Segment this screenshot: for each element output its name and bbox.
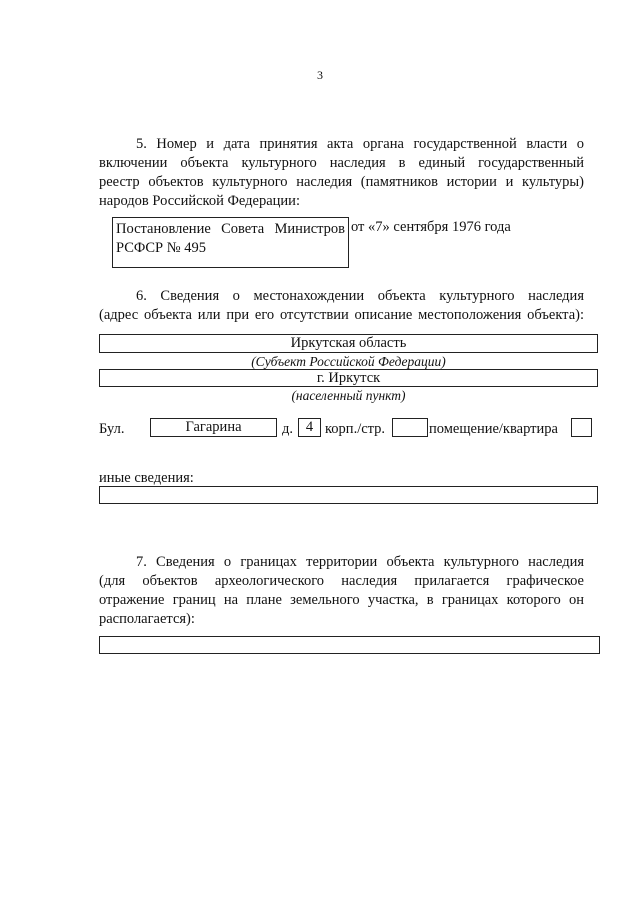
section-6-heading: [99, 287, 584, 325]
section-7-line: отражение границ на плане земельного участка, в границах которого он: [99, 592, 584, 608]
building-field[interactable]: [392, 418, 428, 437]
section-6-line: 6. Сведения о местонахождении объекта культурного наследия: [136, 288, 584, 304]
region-caption: (Субъект Российской Федерации): [251, 354, 446, 369]
locality-caption: (населенный пункт): [291, 388, 406, 403]
street-field[interactable]: Гагарина: [150, 418, 277, 437]
act-name-field[interactable]: [112, 217, 349, 268]
building-label: корп./стр.: [325, 421, 386, 437]
boundaries-field[interactable]: [99, 636, 600, 654]
section-6-line: (адрес объекта или при его отсутствии описание местоположения объекта):: [99, 307, 584, 323]
section-7-line: (для объектов археологического наследия прилагается графическое: [99, 573, 584, 589]
street-type: Бул.: [99, 421, 125, 437]
section-7-line: располагается):: [99, 611, 195, 627]
section-7-line: 7. Сведения о границах территории объекта культурного наследия: [136, 554, 584, 570]
apartment-field[interactable]: [571, 418, 592, 437]
page-number: 3: [317, 68, 323, 82]
house-field[interactable]: 4: [298, 418, 321, 437]
section-5-line: реестр объектов культурного наследия (памятников истории и культуры): [99, 174, 584, 190]
locality-field[interactable]: г. Иркутск: [99, 369, 598, 387]
act-date: от «7» сентября 1976 года: [351, 219, 511, 235]
house-label: д.: [282, 421, 294, 437]
section-5-line: 5. Номер и дата принятия акта органа государственной власти о: [136, 136, 584, 152]
other-info-label: иные сведения:: [99, 470, 194, 486]
act-name-line: РСФСР № 495: [116, 240, 206, 256]
section-7-heading: [99, 553, 584, 629]
section-5-line: включении объекта культурного наследия в единый государственный: [99, 155, 584, 171]
region-field[interactable]: Иркутская область: [99, 334, 598, 353]
act-name-line: Постановление Совета Министров: [116, 221, 345, 237]
other-info-field[interactable]: [99, 486, 598, 504]
section-5-line: народов Российской Федерации:: [99, 193, 300, 209]
section-5-heading: [99, 135, 584, 211]
apartment-label: помещение/квартира: [429, 421, 558, 437]
